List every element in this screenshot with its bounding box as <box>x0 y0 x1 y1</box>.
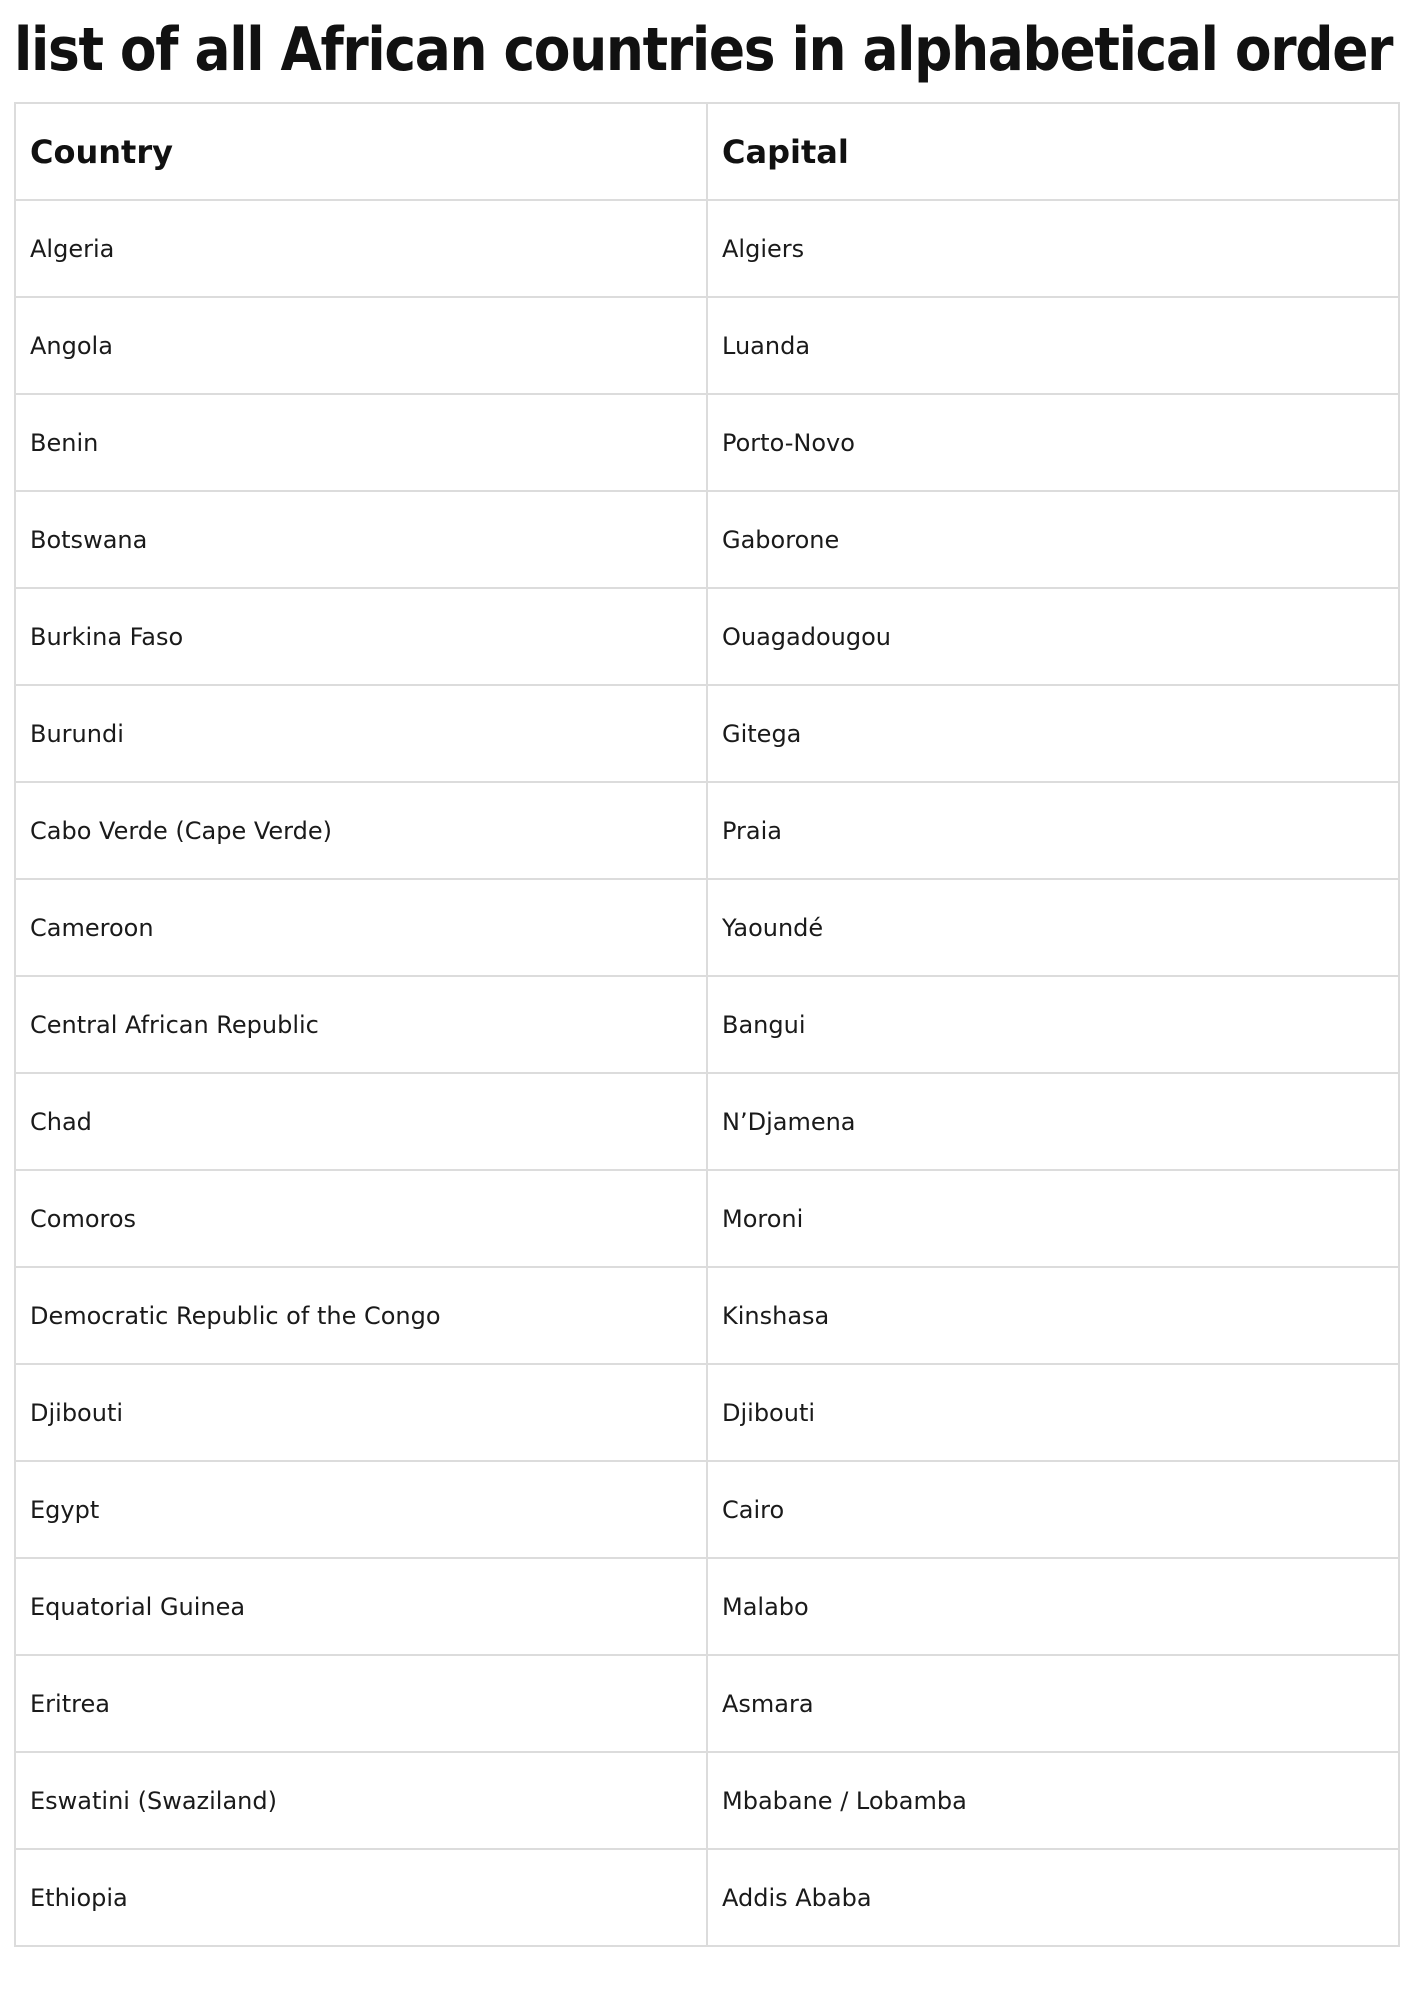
country-cell: Cameroon <box>15 879 707 976</box>
table-row <box>15 1558 1399 1655</box>
column-header-country: Country <box>15 103 707 200</box>
country-cell: Cabo Verde (Cape Verde) <box>15 782 707 879</box>
country-cell: Eswatini (Swaziland) <box>15 1752 707 1849</box>
capital-cell: Praia <box>707 782 1399 879</box>
capital-cell: Gitega <box>707 685 1399 782</box>
country-cell: Ethiopia <box>15 1849 707 1946</box>
capital-cell: N’Djamena <box>707 1073 1399 1170</box>
table-row <box>15 1170 1399 1267</box>
table-row <box>15 491 1399 588</box>
country-cell: Benin <box>15 394 707 491</box>
country-cell: Eritrea <box>15 1655 707 1752</box>
country-cell: Algeria <box>15 200 707 297</box>
table-row <box>15 394 1399 491</box>
page-title: list of all African countries in alphabetical order <box>14 15 1393 85</box>
table-row <box>15 200 1399 297</box>
country-cell: Democratic Republic of the Congo <box>15 1267 707 1364</box>
country-cell: Central African Republic <box>15 976 707 1073</box>
table-row <box>15 297 1399 394</box>
capital-cell: Addis Ababa <box>707 1849 1399 1946</box>
country-cell: Djibouti <box>15 1364 707 1461</box>
table-row <box>15 1849 1399 1946</box>
table-row <box>15 1073 1399 1170</box>
table-row <box>15 782 1399 879</box>
country-cell: Equatorial Guinea <box>15 1558 707 1655</box>
table-row <box>15 1364 1399 1461</box>
table-row <box>15 588 1399 685</box>
capital-cell: Moroni <box>707 1170 1399 1267</box>
countries-table <box>14 102 1400 1947</box>
table-header-row <box>15 103 1399 200</box>
table-row <box>15 879 1399 976</box>
capital-cell: Mbabane / Lobamba <box>707 1752 1399 1849</box>
table-row <box>15 976 1399 1073</box>
table-row <box>15 1752 1399 1849</box>
capital-cell: Cairo <box>707 1461 1399 1558</box>
capital-cell: Gaborone <box>707 491 1399 588</box>
column-header-capital: Capital <box>707 103 1399 200</box>
country-cell: Chad <box>15 1073 707 1170</box>
capital-cell: Asmara <box>707 1655 1399 1752</box>
country-cell: Egypt <box>15 1461 707 1558</box>
capital-cell: Yaoundé <box>707 879 1399 976</box>
country-cell: Botswana <box>15 491 707 588</box>
country-cell: Burkina Faso <box>15 588 707 685</box>
capital-cell: Ouagadougou <box>707 588 1399 685</box>
table-row <box>15 1655 1399 1752</box>
country-cell: Comoros <box>15 1170 707 1267</box>
table-row <box>15 685 1399 782</box>
capital-cell: Kinshasa <box>707 1267 1399 1364</box>
capital-cell: Bangui <box>707 976 1399 1073</box>
country-cell: Angola <box>15 297 707 394</box>
capital-cell: Algiers <box>707 200 1399 297</box>
table-row <box>15 1461 1399 1558</box>
capital-cell: Porto-Novo <box>707 394 1399 491</box>
capital-cell: Malabo <box>707 1558 1399 1655</box>
table-row <box>15 1267 1399 1364</box>
country-cell: Burundi <box>15 685 707 782</box>
capital-cell: Luanda <box>707 297 1399 394</box>
capital-cell: Djibouti <box>707 1364 1399 1461</box>
